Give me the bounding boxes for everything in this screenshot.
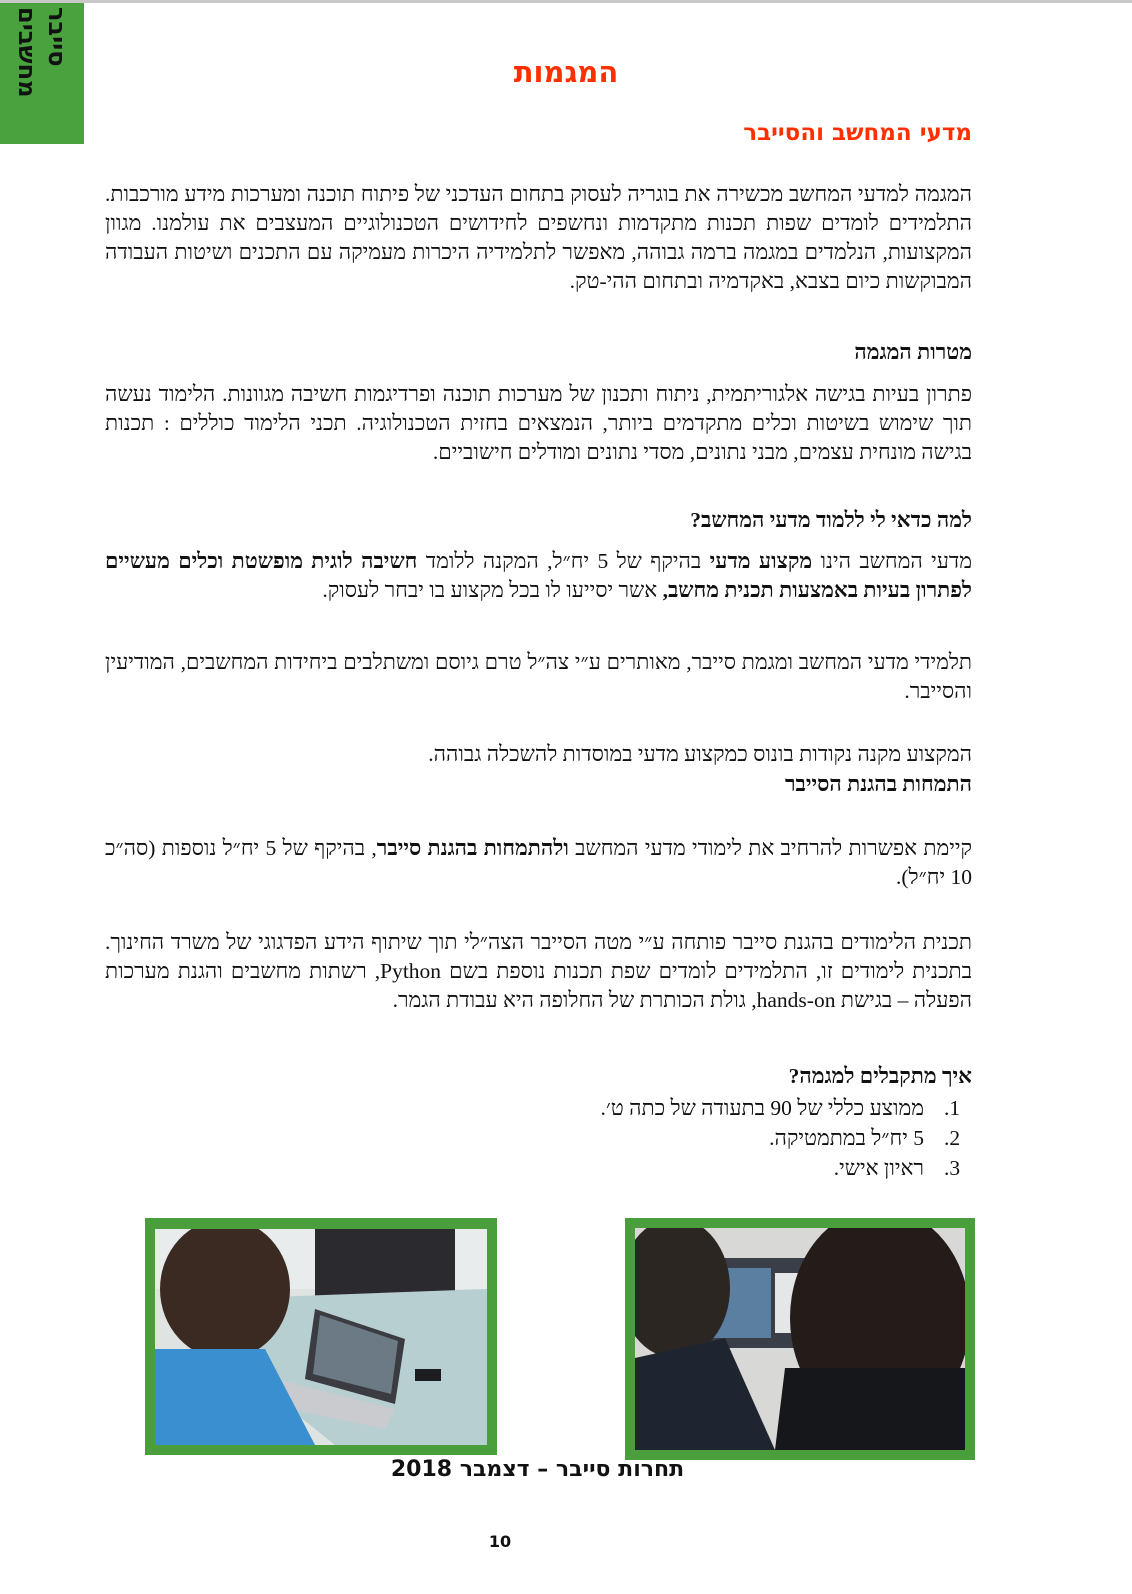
why-heading: למה כדאי לי ללמוד מדעי המחשב? [690, 508, 972, 532]
photo-student-laptop [155, 1229, 487, 1445]
list-item: 1. ממוצע כללי של 90 בתעודה של כתה ט׳. [600, 1096, 961, 1120]
section-title: מדעי המחשב והסייבר [743, 120, 972, 146]
section-tab-label-1: מחשבים [13, 7, 41, 98]
photo-frame-2 [625, 1218, 975, 1460]
goals-paragraph: פתרון בעיות בגישה אלגוריתמית, ניתוח ותכנון של מערכות תוכנה ופרדיגמות חשיבה מגוונות. הלימוד נעשה תוך שימוש בשיטות וכלים מתקדמים ביותר, הנמצאים בחזית הטכנולוגיה. תכני הלימוד כוללים : תכנות בגישה מונחית עצמים, מבני נתונים, מסדי נתונים ומודלים חישוביים. [105, 382, 972, 464]
list-item: 3. ראיון אישי. [833, 1156, 961, 1180]
cyber-heading: התמחות בהגנת הסייבר [784, 772, 972, 796]
admission-heading: איך מתקבלים למגמה? [788, 1064, 972, 1088]
photo-frame-1 [145, 1218, 497, 1455]
goals-heading: מטרות המגמה [854, 340, 972, 364]
why-paragraph-2: תלמידי מדעי המחשב ומגמת סייבר, מאותרים ע״י צה״ל טרם גיוסם ומשתלבים ביחידות המחשבים, המודיעין והסייבר. [105, 650, 972, 703]
admission-list [600, 1093, 972, 1183]
page-title: המגמות [513, 55, 619, 89]
list-item: 2. 5 יח״ל במתמטיקה. [769, 1126, 961, 1150]
photo-caption: תחרות סייבר – דצמבר 2018 [390, 1457, 685, 1482]
why-paragraph-3: המקצוע מקנה נקודות בונוס כמקצוע מדעי במוסדות להשכלה גבוהה. [428, 742, 972, 766]
photo-students-laptop [635, 1228, 965, 1450]
section-tab-label-2: סייבר [43, 7, 71, 67]
cyber-paragraph-1: קיימת אפשרות להרחיב את לימודי מדעי המחשב ולהתמחות בהגנת סייבר, בהיקף של 5 יח״ל נוספות (סה״כ 10 יח״ל). [105, 836, 972, 889]
top-border [0, 0, 1132, 3]
page-number: 10 [488, 1532, 512, 1551]
cyber-paragraph-2: תכנית הלימודים בהגנת סייבר פותחה ע״י מטה הסייבר הצה״לי תוך שיתוף הידע הפדגוגי של משרד החינוך. בתכנית לימודים זו, התלמידים לומדים שפת תכנות נוספת בשם Python, רשתות מחשבים והגנת מערכות הפעלה – בגישת hands-on, גולת הכותרת של החלופה היא עבודת הגמר. [105, 930, 972, 1012]
why-paragraph-1: מדעי המחשב הינו מקצוע מדעי בהיקף של 5 יח״ל, המקנה ללומד חשיבה לוגית מופשטת וכלים מעשיים לפתרון בעיות באמצעות תכנית מחשב, אשר יסייעו לו בכל מקצוע בו יבחר לעסוק. [105, 549, 972, 602]
intro-paragraph: המגמה למדעי המחשב מכשירה את בוגריה לעסוק בתחום העדכני של פיתוח תוכנה ומערכות מידע מורכבות. התלמידים לומדים שפות תכנות מתקדמות ונחשפים לחידושים הטכנולוגיים המעצבים את עולמנו. מגוון המקצועות, הנלמדים במגמה ברמה גבוהה, מאפשר לתלמידיה היכרות מעמיקה עם התכנים ושיטות העבודה המבוקשות כיום בצבא, באקדמיה ובתחום ההי-טק. [105, 182, 972, 293]
